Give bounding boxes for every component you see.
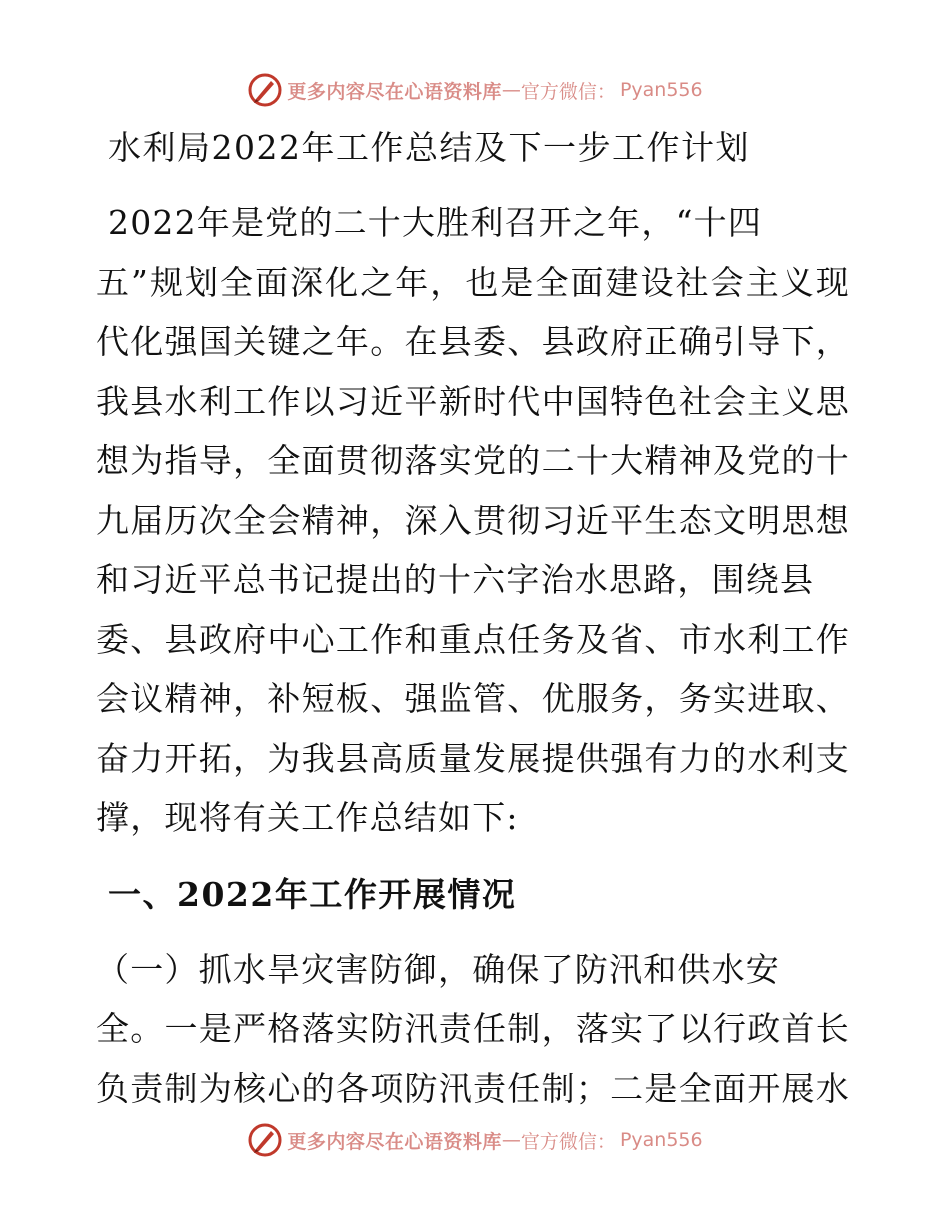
paragraph-line: 想为指导，全面贯彻落实党的二十大精神及党的十: [96, 441, 850, 480]
feather-pen-logo-icon: [247, 72, 283, 108]
intro-paragraph: [96, 193, 850, 848]
document-body: [96, 125, 850, 1118]
watermark-wechat-id: Pyan556: [619, 79, 703, 101]
paragraph-line: 全。一是严格落实防汛责任制，落实了以行政首长: [96, 1009, 850, 1048]
paragraph-line: 2022年是党的二十大胜利召开之年，“十四: [108, 203, 763, 242]
paragraph-line: （一）抓水旱灾害防御，确保了防汛和供水安: [96, 949, 780, 989]
document-title: 水利局2022年工作总结及下一步工作计划: [108, 128, 750, 167]
header-watermark: [0, 72, 950, 108]
watermark-text: 更多内容尽在心语资料库: [287, 80, 502, 103]
watermark-separator: —: [501, 1129, 521, 1151]
subsection-paragraph: [96, 940, 850, 1119]
paragraph-line: 奋力开拓，为我县高质量发展提供强有力的水利支: [96, 738, 850, 778]
watermark-wechat-label: 官方微信：: [520, 80, 616, 103]
watermark-separator: —: [501, 79, 521, 101]
watermark-wechat-label: 官方微信：: [520, 1130, 616, 1153]
watermark-wechat-id: Pyan556: [619, 1129, 703, 1151]
paragraph-line: 我县水利工作以习近平新时代中国特色社会主义思: [96, 381, 850, 421]
paragraph-line: 和习近平总书记提出的十六字治水思路，围绕县: [96, 560, 815, 599]
section-heading: 一、2022年工作开展情况: [108, 874, 517, 914]
paragraph-line: 代化强国关键之年。在县委、县政府正确引导下，: [96, 322, 850, 361]
paragraph-line: 负责制为核心的各项防汛责任制；二是全面开展水: [96, 1068, 850, 1108]
paragraph-line: 会议精神，补短板、强监管、优服务，务实进取、: [96, 679, 850, 718]
paragraph-line: 委、县政府中心工作和重点任务及省、市水利工作: [96, 619, 850, 659]
watermark-text: 更多内容尽在心语资料库: [287, 1130, 502, 1153]
paragraph-line: 五”规划全面深化之年，也是全面建设社会主义现: [96, 262, 850, 302]
paragraph-line: 九届历次全会精神，深入贯彻习近平生态文明思想: [96, 500, 850, 540]
feather-pen-logo-icon: [247, 1122, 283, 1158]
paragraph-line: 撑，现将有关工作总结如下:: [96, 798, 519, 837]
footer-watermark: [0, 1122, 950, 1158]
